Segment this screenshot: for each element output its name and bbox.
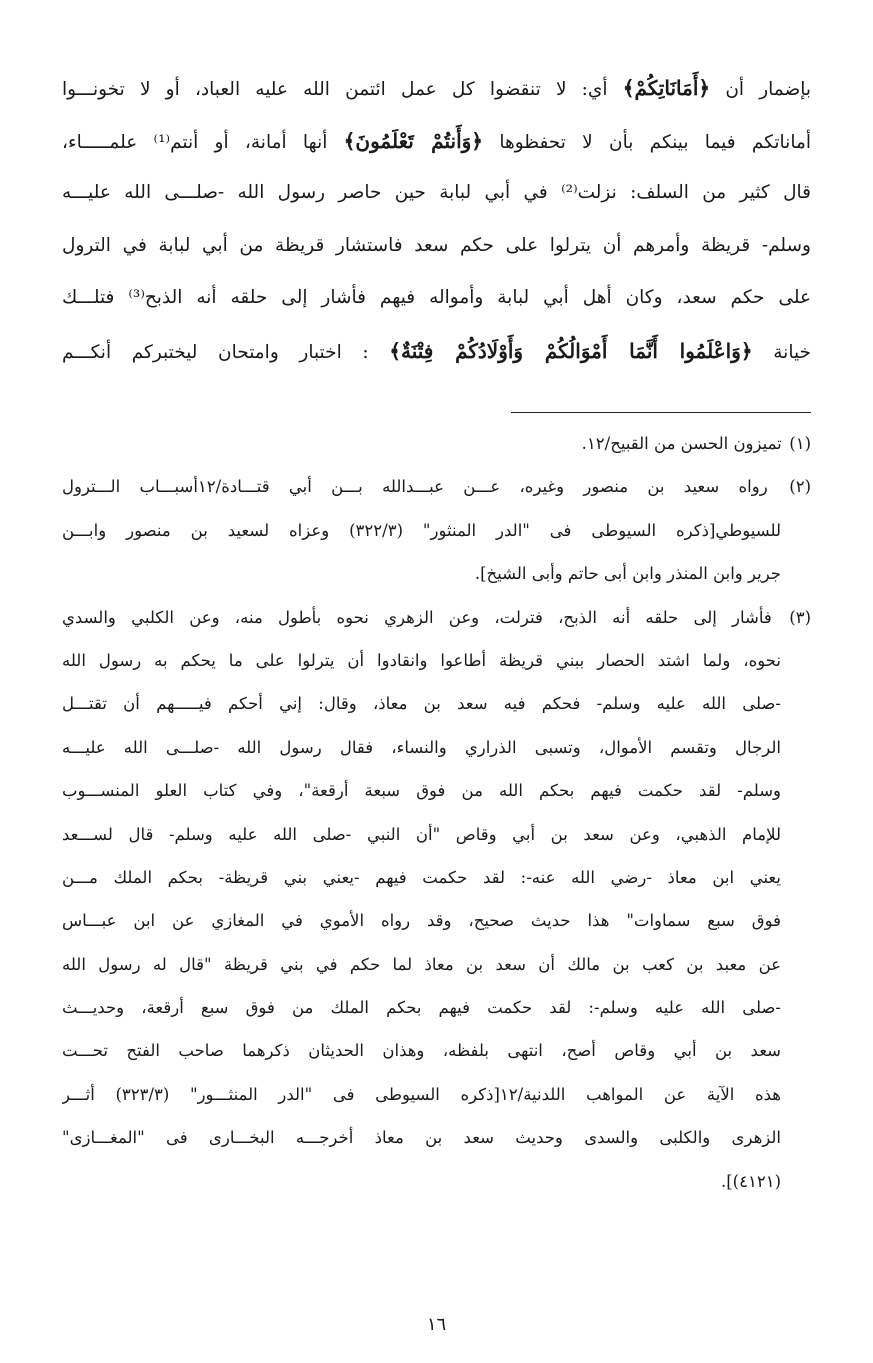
footnote-line: سعد بن أبي وقاص أصح، انتهى بلفظه، وهذان الحديثان ذكرهما صاحب الفتح تحـــت [62, 1041, 781, 1061]
footnote-number: (١) [789, 434, 811, 453]
footnote-line: فوق سبع سماوات" هذا حديث صحيح، وقد رواه الأموي في المغازي عن ابن عبـــاس [62, 911, 781, 931]
footnote-line: يعني ابن معاذ -رضي الله عنه-: لقد حكمت فيهم -يعني بني قريظة- بحكم الملك مـــن [62, 867, 781, 887]
quran-verse: ﴿وَأَنتُمْ تَعْلَمُونَ﴾ [343, 128, 484, 153]
footnote-line: الزهرى والكلبى والسدى وحديث سعد بن معاذ أخرجـــه البخـــارى فى "المغـــازى" [62, 1128, 781, 1148]
quran-verse: ﴿وَاعْلَمُوا أَنَّمَا أَمْوَالُكُمْ وَأَوْلَادُكُمْ فِتْنَةٌ﴾ [389, 338, 753, 363]
footnote-1: (١) تميزون الحسن من القبيح/١٢. [62, 422, 811, 465]
footnote-line: -صلى الله عليه وسلم- فحكم فيه سعد بن معاذ، وقال: إني أحكم فيـــــهم أن تقتـــل [62, 694, 781, 714]
footnote-separator [511, 412, 811, 413]
main-line: على حكم سعد، وكان أهل أبي لبابة وأمواله فيهم فأشار إلى حلقه أنه الذبح⁽³⁾ فتلـــك [62, 287, 811, 308]
main-line: أماناتكم فيما بينكم بأن لا تحفظوها ﴿وَأَنتُمْ تَعْلَمُونَ﴾ أنها أمانة، أو أنتم⁽¹⁾ علمـــــاء، [62, 128, 811, 153]
page-number: ١٦ [426, 1314, 447, 1335]
footnote-number: (٢) [789, 477, 811, 497]
footnote-line: للإمام الذهبي، وعن سعد بن أبي وقاص "أن النبي -صلى الله عليه وسلم- قال لســـعد [62, 824, 781, 844]
footnote-line: وسلم- لقد حكمت فيهم بحكم الله من فوق سبعة أرقعة"، وفي كتاب العلو المنســـوب [62, 781, 781, 801]
footnote-line: نحوه، ولما اشتد الحصار ببني قريظة أطاعوا وانقادوا أن يترلوا على ما يحكم به رسول الله [62, 650, 781, 670]
footnote-line: -صلى الله عليه وسلم-: لقد حكمت فيهم بحكم الملك من فوق سبع أرقعة، وحديـــث [62, 998, 781, 1018]
footnote-number: (٣) [789, 607, 811, 627]
book-page [62, 62, 811, 1335]
footnote-line: (٤١٢١)]. [720, 1171, 781, 1191]
quran-verse: ﴿أَمَانَاتِكُمْ﴾ [622, 76, 711, 100]
footnote-3: (٣) فأشار إلى حلقه أنه الذبح، فترلت، وعن الزهري نحوه بأطول منه، وعن الكلبي والسدي [62, 596, 811, 639]
footnote-2: (٢) رواه سعيد بن منصور وغيره، عـــن عبـــدالله بـــن أبي قتـــادة/١٢أسبـــاب الـــترول [62, 465, 811, 508]
footnote-line: الرجال وتقسم الأموال، وتسبى الذراري والنساء، فقال رسول الله -صلـــى الله عليـــه [62, 737, 781, 757]
main-line: بإضمار أن ﴿أَمَانَاتِكُمْ﴾ أي: لا تنقضوا كل عمل ائتمن الله عليه العباد، أو لا تخونـــوا [62, 76, 811, 100]
footnotes [62, 422, 811, 1203]
main-text [62, 62, 811, 377]
footnote-line: جرير وابن المنذر وابن أبى حاتم وأبى الشيخ]. [474, 564, 781, 584]
footnote-line: للسيوطي[ذكره السيوطى فى "الدر المنثور" (٣٢٢/٣) وعزاه لسعيد بن منصور وابـــن [62, 520, 781, 540]
footnote-line: هذه الآية عن المواهب اللدنية/١٢[ذكره السيوطى فى "الدر المنثـــور" (٣٢٣/٣) أثـــر [62, 1084, 782, 1104]
main-line: خيانة ﴿وَاعْلَمُوا أَنَّمَا أَمْوَالُكُمْ وَأَوْلَادُكُمْ فِتْنَةٌ﴾ : اختبار وامتحان ليختبركم أنكـــم [62, 338, 811, 363]
footnote-line: عن معبد بن كعب بن مالك أن سعد بن معاذ لما حكم في بني قريظة "قال له رسول الله [62, 954, 781, 974]
main-line: وسلم- قريظة وأمرهم أن يترلوا على حكم سعد فاستشار قريظة من أبي لبابة في الترول [62, 234, 811, 256]
main-line: قال كثير من السلف: نزلت⁽²⁾ في أبي لبابة حين حاصر رسول الله -صلـــى الله عليـــه [62, 182, 811, 203]
